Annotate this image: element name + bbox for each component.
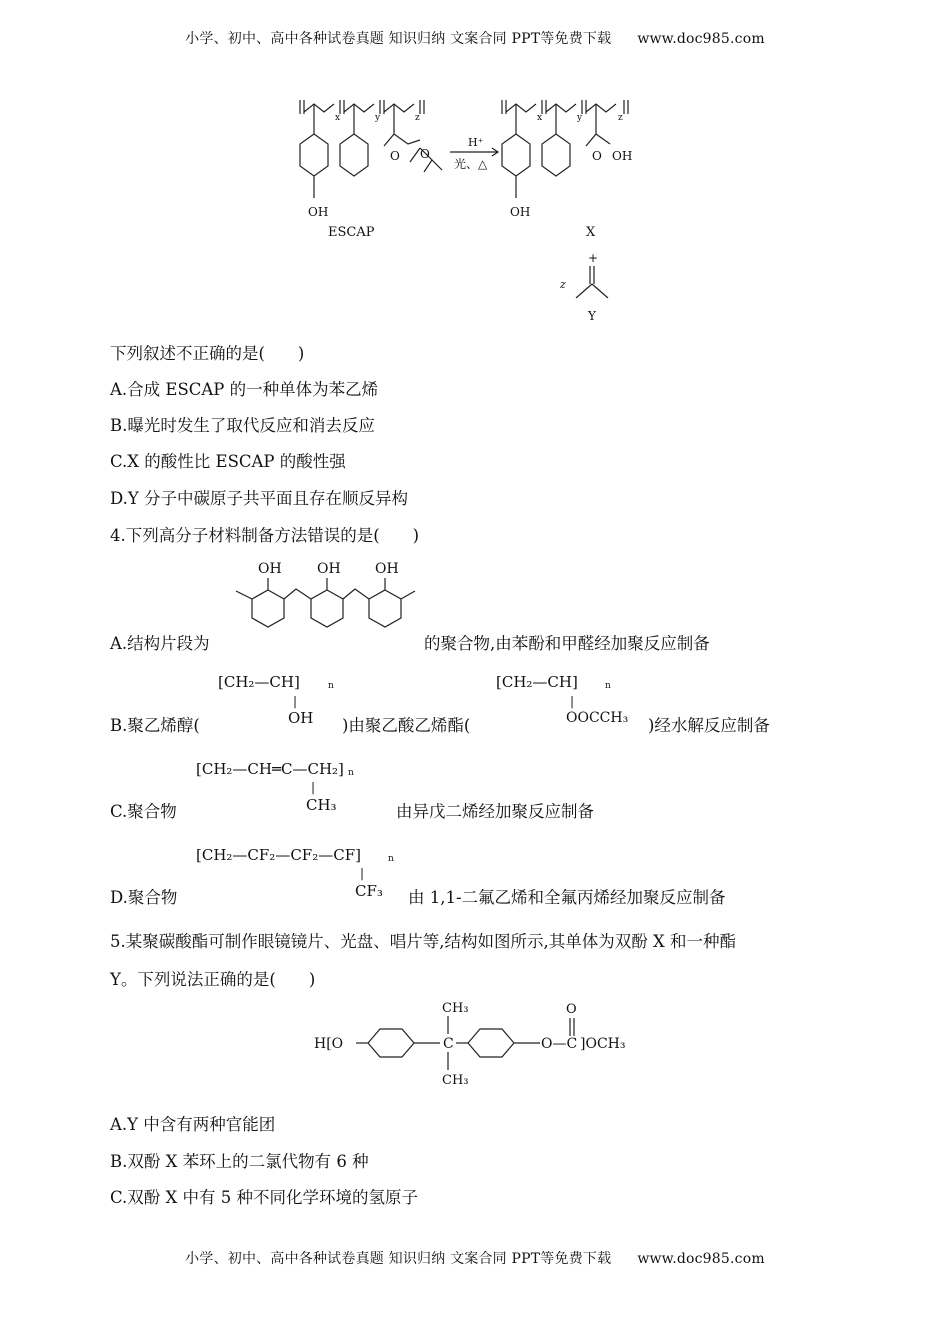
pc-o-link: O—C [541, 1036, 578, 1052]
q3-option-c: C.X 的酸性比 ESCAP 的酸性强 [110, 452, 346, 471]
pvac-n: n [605, 681, 611, 691]
polyisoprene-formula: [CH₂—CH═C—CH₂] [196, 760, 344, 778]
fluoropolymer-bond: | [360, 866, 365, 880]
pva-formula: [CH₂—CH] [218, 673, 300, 691]
q4-option-b-prefix: B.聚乙烯醇( [110, 716, 200, 735]
page-footer [0, 1248, 950, 1268]
q5-stem-line1: 5.某聚碳酸酯可制作眼镜镜片、光盘、唱片等,结构如图所示,其单体为双酚 X 和一种酯 [110, 932, 736, 951]
escap-structure [300, 100, 442, 240]
phenolic-resin-fragment [228, 556, 418, 656]
q3-stem: 下列叙述不正确的是( ) [110, 344, 305, 363]
q5-option-b: B.双酚 X 苯环上的二氯代物有 6 种 [110, 1152, 369, 1171]
polyisoprene-bond: | [311, 780, 316, 794]
pva-oh: OH [288, 709, 314, 727]
q4-option-c-suffix: 由异戊二烯经加聚反应制备 [396, 802, 594, 821]
acid-o: O [592, 149, 602, 163]
fluoropolymer-n: n [388, 854, 394, 864]
reagent-bottom: 光、△ [454, 157, 488, 171]
q4-option-b-suffix: )经水解反应制备 [648, 716, 770, 735]
pc-carbonyl-o: O [566, 1002, 577, 1017]
q4-option-d-prefix: D.聚合物 [110, 888, 178, 907]
q3-option-d: D.Y 分子中碳原子共平面且存在顺反异构 [110, 489, 409, 508]
q5-option-c: C.双酚 X 中有 5 种不同化学环境的氢原子 [110, 1188, 419, 1207]
oh-right: OH [510, 205, 531, 219]
sub-y-left: y [375, 113, 381, 123]
fluoropolymer-cf3: CF₃ [355, 882, 383, 900]
pva-n: n [328, 681, 334, 691]
reagent-top: H⁺ [468, 136, 484, 149]
plus-sign: + [588, 251, 599, 265]
y-structure [559, 251, 608, 323]
x-label: X [586, 225, 596, 240]
pc-ch3-bottom: CH₃ [442, 1073, 469, 1088]
oh-2: OH [317, 561, 341, 577]
q3-option-b: B.曝光时发生了取代反应和消去反应 [110, 416, 375, 435]
oh-3: OH [375, 561, 399, 577]
q4-option-a-prefix: A.结构片段为 [110, 634, 210, 653]
pvac-sub: OOCCH₃ [566, 710, 629, 726]
pc-ch3-top: CH₃ [442, 1001, 469, 1016]
sub-x-left: x [335, 113, 341, 123]
footer-text: 小学、初中、高中各种试卷真题 知识归纳 文案合同 PPT等免费下载 [185, 1251, 612, 1267]
x-structure [502, 100, 632, 240]
pva-bond: | [293, 694, 298, 708]
pvac-bond: | [570, 694, 575, 708]
oh-left: OH [308, 205, 329, 219]
polyisoprene-n: n [348, 768, 354, 778]
ester-o: O [390, 149, 400, 163]
q4-option-b-mid: )由聚乙酸乙烯酯( [342, 716, 471, 735]
y-label: Y [588, 309, 596, 323]
sub-z-right: z [618, 113, 623, 123]
q4-stem: 4.下列高分子材料制备方法错误的是( ) [110, 526, 420, 545]
header-url[interactable]: www.doc985.com [637, 31, 765, 47]
acid-oh: OH [612, 149, 633, 163]
escap-reaction-figure [290, 92, 670, 327]
fluoropolymer-formula: [CH₂—CF₂—CF₂—CF] [196, 846, 361, 864]
pc-h-bracket: H[O [314, 1036, 344, 1052]
q4-option-c-prefix: C.聚合物 [110, 802, 177, 821]
q3-option-a: A.合成 ESCAP 的一种单体为苯乙烯 [110, 380, 379, 399]
footer-url[interactable]: www.doc985.com [637, 1251, 765, 1267]
pc-quaternary-c: C [443, 1036, 454, 1052]
polycarbonate-structure [312, 996, 642, 1092]
y-coef: z [560, 278, 566, 291]
escap-label: ESCAP [328, 225, 375, 240]
pc-tail: ]OCH₃ [580, 1036, 626, 1052]
ester-o2: O [420, 147, 430, 161]
sub-x-right: x [537, 113, 543, 123]
sub-z-left: z [415, 113, 420, 123]
reaction-arrow [450, 136, 498, 171]
sub-y-right: y [577, 113, 583, 123]
polyisoprene-ch3: CH₃ [306, 796, 337, 814]
pvac-formula: [CH₂—CH] [496, 673, 578, 691]
header-text: 小学、初中、高中各种试卷真题 知识归纳 文案合同 PPT等免费下载 [185, 31, 612, 47]
oh-1: OH [258, 561, 282, 577]
q4-option-a-suffix: 的聚合物,由苯酚和甲醛经加聚反应制备 [424, 634, 710, 653]
q5-stem-line2: Y。下列说法正确的是( ) [110, 970, 316, 989]
q4-option-d-suffix: 由 1,1-二氟乙烯和全氟丙烯经加聚反应制备 [408, 888, 726, 907]
q5-option-a: A.Y 中含有两种官能团 [110, 1115, 276, 1134]
page-header [0, 28, 950, 48]
